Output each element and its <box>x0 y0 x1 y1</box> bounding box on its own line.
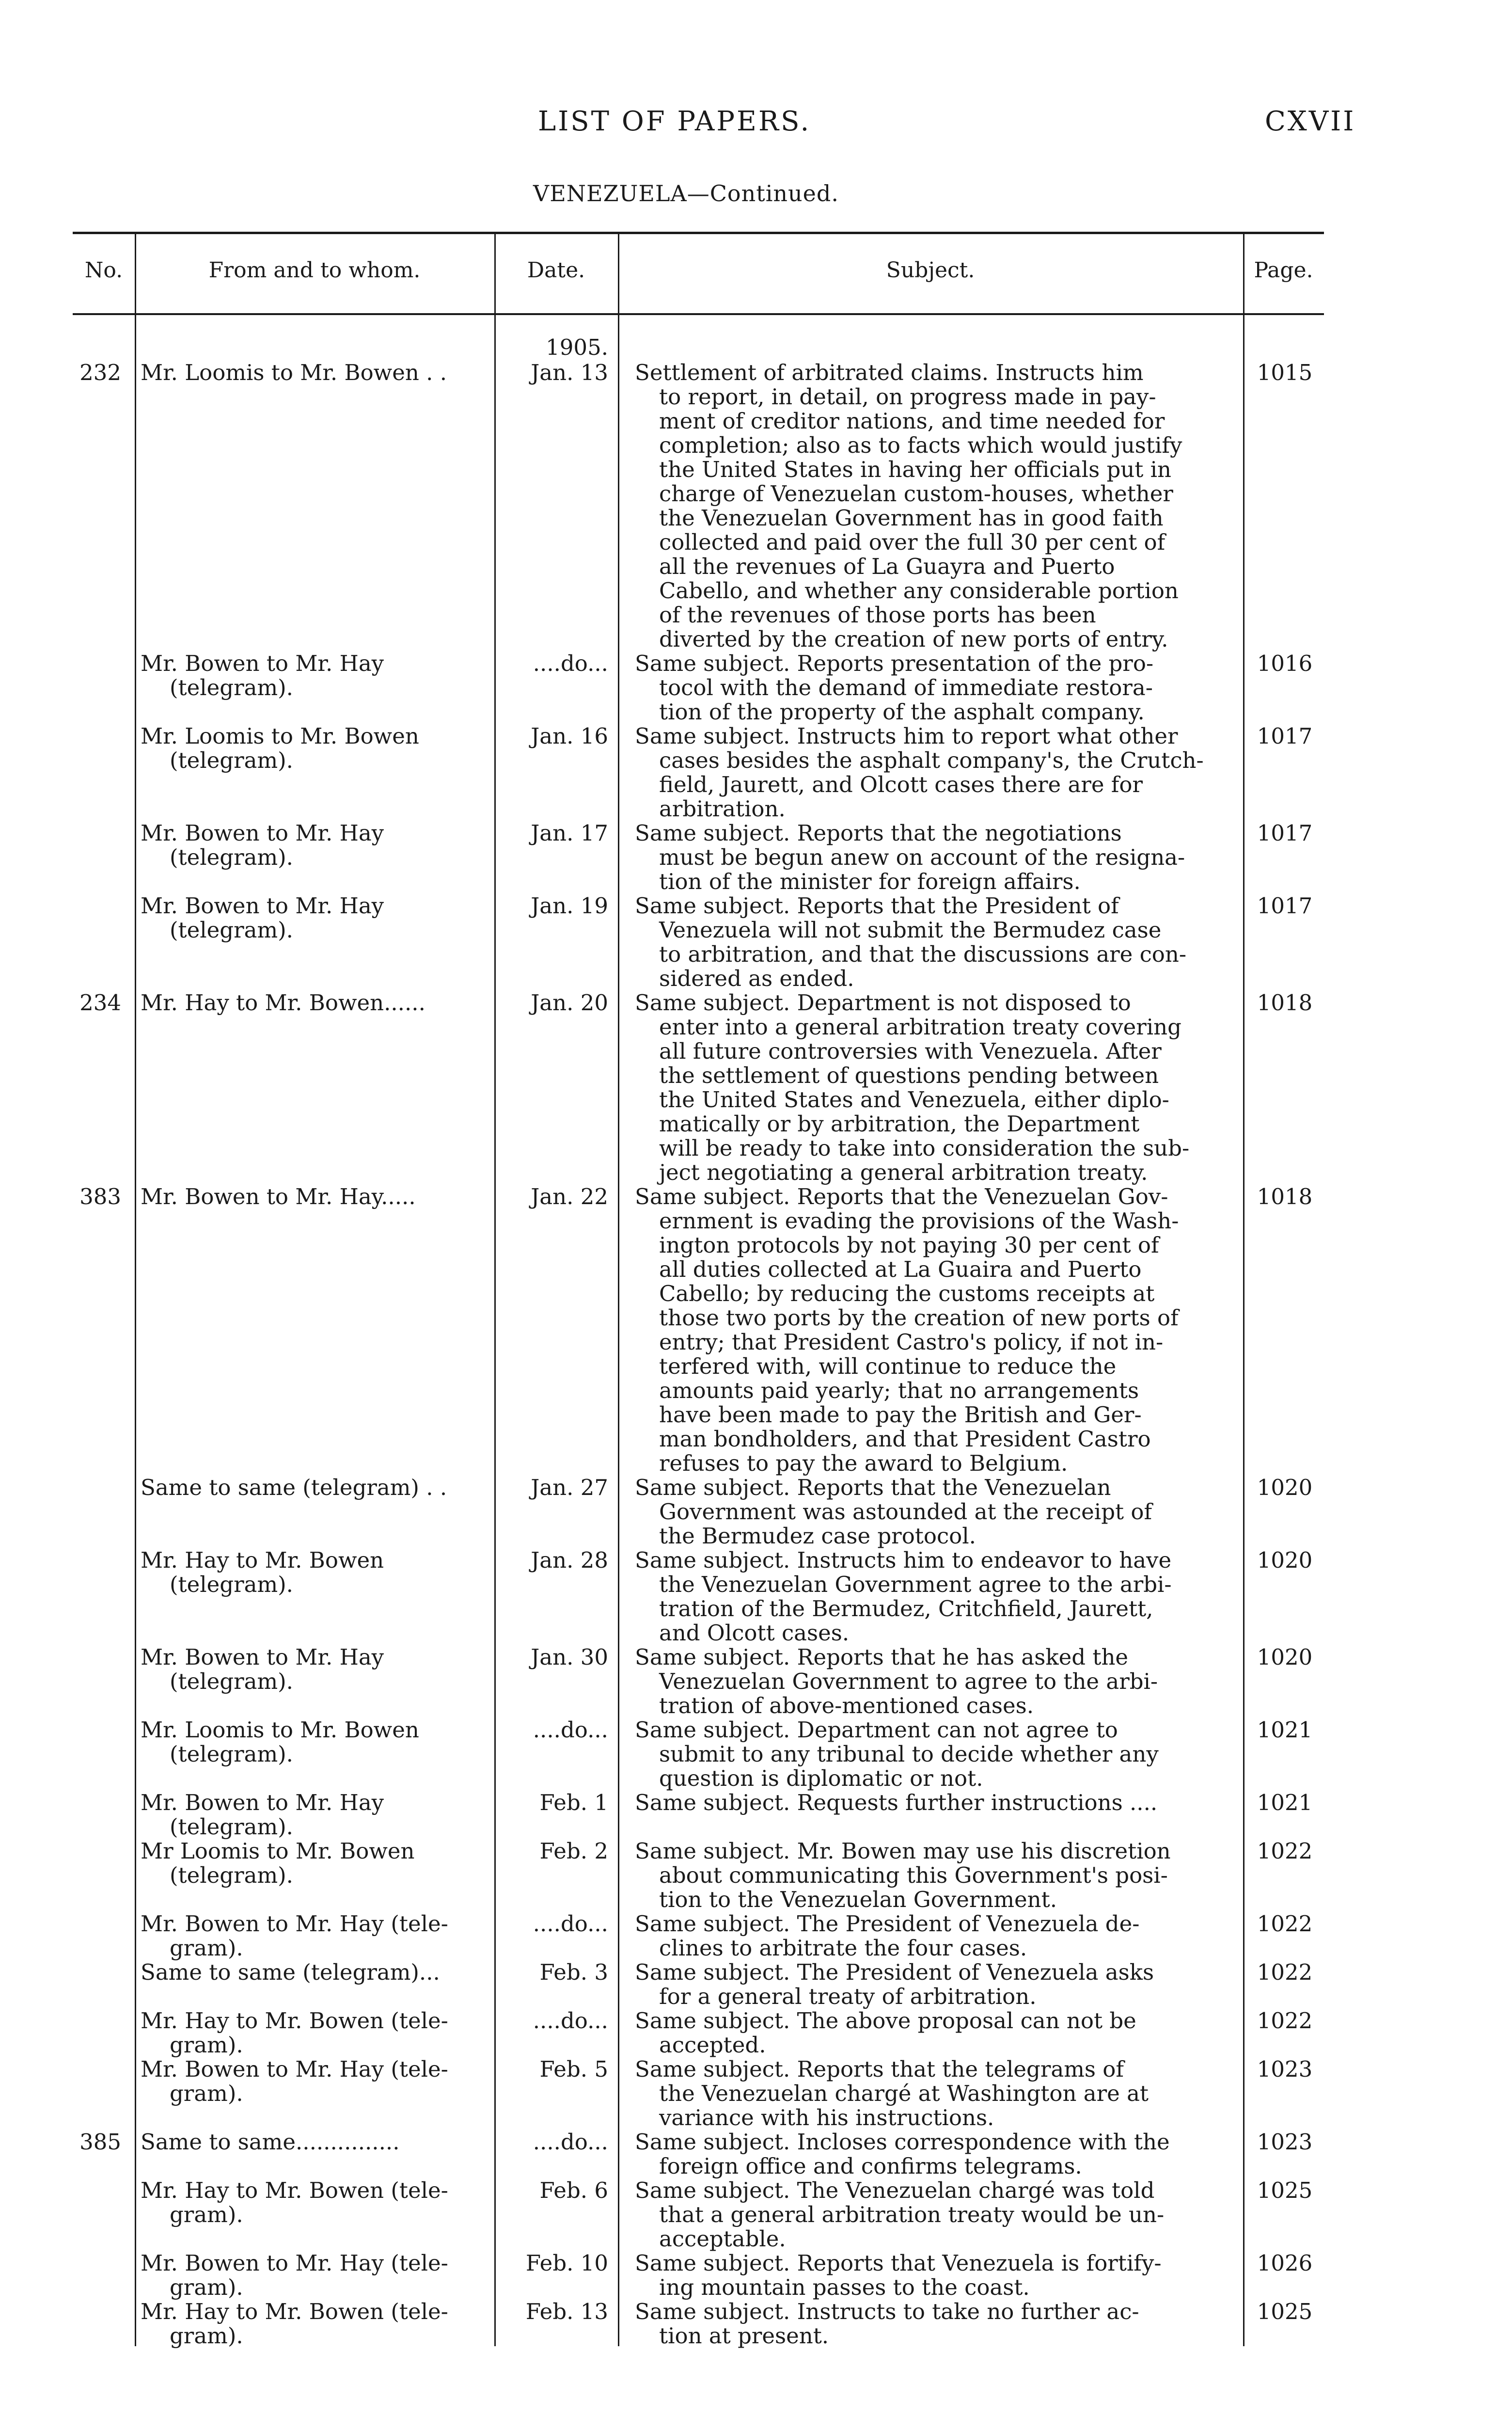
page-number: 1023 <box>1257 2129 1313 2155</box>
from-line: (telegram). <box>170 1669 293 1694</box>
paper-date: Jan. 17 <box>531 820 608 846</box>
paper-subject <box>635 821 1228 894</box>
page-number: 1021 <box>1257 1717 1313 1743</box>
from-to-whom <box>141 1791 489 1839</box>
subject-line: to arbitration, and that the discussions are con- <box>659 941 1187 967</box>
subject-line: Same subject. Reports that the Venezuelan Gov- <box>635 1184 1168 1209</box>
subject-line: ject negotiating a general arbitration treaty. <box>659 1160 1148 1185</box>
subject-line: terfered with, will continue to reduce the <box>659 1353 1117 1379</box>
from-line: Mr. Bowen to Mr. Hay (tele- <box>141 2056 448 2082</box>
from-line: gram). <box>170 2081 243 2106</box>
page-number: 1023 <box>1257 2056 1313 2082</box>
page-number: 1016 <box>1257 651 1313 676</box>
subject-line: the Venezuelan chargé at Washington are at <box>659 2081 1149 2106</box>
paper-date: ....do... <box>533 2129 608 2155</box>
subject-line: Government was astounded at the receipt of <box>659 1499 1152 1525</box>
subject-line: tion of the property of the asphalt company. <box>659 699 1145 725</box>
subject-line: the Bermudez case protocol. <box>659 1523 976 1549</box>
subject-line: submit to any tribunal to decide whether any <box>659 1741 1159 1767</box>
column-header-page: Page. <box>1254 258 1313 283</box>
subject-line: diverted by the creation of new ports of entry. <box>659 626 1168 652</box>
paper-subject <box>635 652 1228 724</box>
column-divider-from <box>494 233 496 2346</box>
subject-line: Cabello; by reducing the customs receipts at <box>659 1281 1155 1306</box>
page-title: LIST OF PAPERS. <box>538 106 811 137</box>
from-to-whom <box>141 821 489 870</box>
paper-subject <box>635 1960 1228 2009</box>
subject-line: tration of above-mentioned cases. <box>659 1693 1034 1718</box>
subject-line: of the revenues of those ports has been <box>659 602 1096 628</box>
subject-line: man bondholders, and that President Castro <box>659 1426 1151 1452</box>
paper-number: 385 <box>79 2129 121 2155</box>
paper-subject <box>635 1791 1228 1815</box>
from-line: gram). <box>170 1935 243 1961</box>
subject-line: sidered as ended. <box>659 966 854 991</box>
page-number: 1022 <box>1257 1838 1313 1864</box>
subject-line: have been made to pay the British and Ger- <box>659 1402 1142 1428</box>
from-line: (telegram). <box>170 1741 293 1767</box>
column-divider-subject <box>1243 233 1244 2346</box>
from-line: (telegram). <box>170 1814 293 1840</box>
subject-line: charge of Venezuelan custom-houses, whether <box>659 481 1173 507</box>
subject-line: must be begun anew on account of the resigna- <box>659 844 1185 870</box>
from-line: Same to same (telegram)... <box>141 1959 440 1985</box>
page-number: 1025 <box>1257 2178 1313 2203</box>
from-to-whom <box>141 1960 489 1985</box>
from-line: Mr. Loomis to Mr. Bowen . . <box>141 360 447 385</box>
subject-line: that a general arbitration treaty would be un- <box>659 2202 1165 2227</box>
from-line: Mr. Bowen to Mr. Hay <box>141 1790 384 1815</box>
page-number: 1022 <box>1257 1911 1313 1937</box>
from-line: Mr. Hay to Mr. Bowen...... <box>141 990 425 1016</box>
subject-line: tocol with the demand of immediate restora- <box>659 675 1153 700</box>
page-number: 1021 <box>1257 1790 1313 1815</box>
subject-line: Same subject. Reports that the telegrams of <box>635 2056 1124 2082</box>
paper-date: Jan. 20 <box>531 990 608 1016</box>
subject-line: variance with his instructions. <box>659 2105 994 2130</box>
subject-line: question is diplomatic or not. <box>659 1765 983 1791</box>
paper-date: Jan. 28 <box>531 1547 608 1573</box>
subject-line: tion at present. <box>659 2323 829 2349</box>
subject-line: Venezuelan Government to agree to the arbi- <box>659 1669 1158 1694</box>
subject-line: field, Jaurett, and Olcott cases there are for <box>659 772 1143 797</box>
paper-date: Feb. 1 <box>539 1790 608 1815</box>
paper-subject <box>635 1185 1228 1476</box>
subject-line: Same subject. Instructs him to report what other <box>635 723 1178 749</box>
subject-line: those two ports by the creation of new ports of <box>659 1305 1179 1331</box>
paper-subject <box>635 1645 1228 1718</box>
from-line: Same to same (telegram) . . <box>141 1475 447 1500</box>
subject-line: the United States and Venezuela, either diplo- <box>659 1087 1169 1113</box>
paper-date: Jan. 19 <box>531 893 608 919</box>
table-header-rule <box>73 313 1324 315</box>
from-line: Mr. Loomis to Mr. Bowen <box>141 1717 419 1743</box>
subject-line: acceptable. <box>659 2226 786 2252</box>
running-head <box>0 106 1512 144</box>
from-to-whom <box>141 1645 489 1694</box>
from-to-whom <box>141 1476 489 1500</box>
paper-subject <box>635 894 1228 991</box>
subject-line: tration of the Bermudez, Critchfield, Jaurett, <box>659 1596 1153 1621</box>
page-number: 1025 <box>1257 2299 1313 2324</box>
subject-line: about communicating this Government's posi- <box>659 1862 1168 1888</box>
subject-line: the Venezuelan Government has in good faith <box>659 505 1164 531</box>
paper-date: Jan. 30 <box>531 1644 608 1670</box>
page-number: 1020 <box>1257 1644 1313 1670</box>
page-number: 1022 <box>1257 2008 1313 2034</box>
from-to-whom <box>141 1718 489 1766</box>
paper-date: ....do... <box>533 651 608 676</box>
page-number: 1017 <box>1257 893 1313 919</box>
column-divider-no <box>135 233 136 2346</box>
from-to-whom <box>141 2130 489 2154</box>
from-to-whom <box>141 2057 489 2106</box>
from-line: (telegram). <box>170 844 293 870</box>
subject-line: Same subject. Incloses correspondence with the <box>635 2129 1170 2155</box>
page-number: 1015 <box>1257 360 1313 385</box>
from-to-whom <box>141 2009 489 2057</box>
page-number: 1018 <box>1257 1184 1313 1209</box>
from-line: (telegram). <box>170 675 293 700</box>
from-line: gram). <box>170 2274 243 2300</box>
from-line: Mr. Bowen to Mr. Hay <box>141 893 384 919</box>
paper-date: Feb. 10 <box>525 2250 608 2276</box>
subject-line: tion of the minister for foreign affairs. <box>659 869 1081 894</box>
subject-line: Same subject. The above proposal can not be <box>635 2008 1136 2034</box>
subject-line: Same subject. Reports that the negotiations <box>635 820 1122 846</box>
subject-line: refuses to pay the award to Belgium. <box>659 1450 1068 1476</box>
page-number: 1020 <box>1257 1475 1313 1500</box>
paper-subject <box>635 2251 1228 2300</box>
paper-date: ....do... <box>533 1911 608 1937</box>
paper-date: Feb. 5 <box>539 2056 608 2082</box>
paper-date: Jan. 16 <box>531 723 608 749</box>
subject-line: Same subject. Department can not agree to <box>635 1717 1118 1743</box>
paper-subject <box>635 2178 1228 2251</box>
subject-line: Same subject. The President of Venezuela de- <box>635 1911 1140 1937</box>
from-line: Mr Loomis to Mr. Bowen <box>141 1838 415 1864</box>
subject-line: Same subject. Reports that he has asked the <box>635 1644 1129 1670</box>
paper-subject <box>635 1476 1228 1548</box>
paper-subject <box>635 2009 1228 2057</box>
subject-line: Same subject. Instructs to take no further ac- <box>635 2299 1139 2324</box>
from-line: (telegram). <box>170 747 293 773</box>
subject-line: arbitration. <box>659 796 786 822</box>
subject-line: Same subject. Instructs him to endeavor to have <box>635 1547 1172 1573</box>
from-to-whom <box>141 724 489 773</box>
page-number: 1018 <box>1257 990 1313 1016</box>
from-line: gram). <box>170 2032 243 2058</box>
from-line: Mr. Hay to Mr. Bowen (tele- <box>141 2178 448 2203</box>
paper-date: Jan. 13 <box>531 360 608 385</box>
subject-line: foreign office and confirms telegrams. <box>659 2153 1082 2179</box>
paper-subject <box>635 1912 1228 1960</box>
from-line: gram). <box>170 2323 243 2349</box>
paper-subject <box>635 1839 1228 1912</box>
subject-line: all duties collected at La Guaira and Puerto <box>659 1256 1142 1282</box>
paper-date: Feb. 6 <box>539 2178 608 2203</box>
from-to-whom <box>141 2300 489 2348</box>
subject-line: for a general treaty of arbitration. <box>659 1984 1037 2009</box>
from-line: (telegram). <box>170 1572 293 1597</box>
subject-line: Cabello, and whether any considerable portion <box>659 578 1179 604</box>
column-header-date: Date. <box>527 258 585 283</box>
column-header-from: From and to whom. <box>208 258 421 283</box>
subject-line: entry; that President Castro's policy, if not in- <box>659 1329 1164 1355</box>
paper-date: Feb. 3 <box>539 1959 608 1985</box>
subject-line: and Olcott cases. <box>659 1620 850 1646</box>
from-line: gram). <box>170 2202 243 2227</box>
from-to-whom <box>141 361 489 385</box>
paper-subject <box>635 1718 1228 1791</box>
subject-line: the Venezuelan Government agree to the arbi- <box>659 1572 1172 1597</box>
subject-line: Same subject. The Venezuelan chargé was told <box>635 2178 1155 2203</box>
from-to-whom <box>141 894 489 942</box>
subject-line: all the revenues of La Guayra and Puerto <box>659 554 1115 579</box>
subject-line: Same subject. Reports that the President of <box>635 893 1119 919</box>
paper-date: ....do... <box>533 1717 608 1743</box>
from-line: Mr. Bowen to Mr. Hay <box>141 1644 384 1670</box>
paper-subject <box>635 2130 1228 2178</box>
page-number: 1017 <box>1257 820 1313 846</box>
subject-line: tion to the Venezuelan Government. <box>659 1887 1057 1912</box>
year-label: 1905. <box>546 334 608 360</box>
from-line: Mr. Hay to Mr. Bowen (tele- <box>141 2008 448 2034</box>
from-line: (telegram). <box>170 1862 293 1888</box>
column-divider-date <box>618 233 619 2346</box>
folio-number: CXVII <box>1265 106 1356 137</box>
subject-line: accepted. <box>659 2032 766 2058</box>
paper-number: 383 <box>79 1184 121 1209</box>
subject-line: Same subject. Reports that Venezuela is fortify- <box>635 2250 1162 2276</box>
subject-line: completion; also as to facts which would justify <box>659 432 1182 458</box>
paper-date: Feb. 13 <box>525 2299 608 2324</box>
column-header-no: No. <box>84 258 123 283</box>
subject-line: ernment is evading the provisions of the Wash- <box>659 1208 1179 1234</box>
from-line: (telegram). <box>170 917 293 943</box>
from-to-whom <box>141 2178 489 2227</box>
from-line: Mr. Bowen to Mr. Hay <box>141 651 384 676</box>
table-top-rule <box>73 232 1324 234</box>
paper-subject <box>635 2300 1228 2348</box>
paper-date: Feb. 2 <box>539 1838 608 1864</box>
paper-subject <box>635 2057 1228 2130</box>
subject-line: ing mountain passes to the coast. <box>659 2274 1030 2300</box>
from-line: Mr. Bowen to Mr. Hay (tele- <box>141 2250 448 2276</box>
subject-line: the settlement of questions pending between <box>659 1063 1159 1088</box>
subject-line: all future controversies with Venezuela. After <box>659 1038 1162 1064</box>
subject-line: Same subject. Department is not disposed to <box>635 990 1131 1016</box>
from-line: Mr. Bowen to Mr. Hay (tele- <box>141 1911 448 1937</box>
paper-subject <box>635 361 1228 652</box>
subject-line: Same subject. The President of Venezuela asks <box>635 1959 1154 1985</box>
page-number: 1026 <box>1257 2250 1313 2276</box>
page-number: 1022 <box>1257 1959 1313 1985</box>
subject-line: Same subject. Reports that the Venezuelan <box>635 1475 1111 1500</box>
subject-line: the United States in having her officials put in <box>659 457 1172 482</box>
paper-subject <box>635 724 1228 821</box>
subject-line: matically or by arbitration, the Department <box>659 1111 1140 1137</box>
from-to-whom <box>141 1185 489 1209</box>
paper-number: 232 <box>79 360 121 385</box>
from-line: Mr. Loomis to Mr. Bowen <box>141 723 419 749</box>
paper-subject <box>635 991 1228 1185</box>
subject-line: clines to arbitrate the four cases. <box>659 1935 1027 1961</box>
page-number: 1020 <box>1257 1547 1313 1573</box>
subject-line: to report, in detail, on progress made in pay- <box>659 384 1156 410</box>
subject-line: Venezuela will not submit the Bermudez case <box>659 917 1162 943</box>
from-to-whom <box>141 1839 489 1888</box>
subject-line: Settlement of arbitrated claims. Instructs him <box>635 360 1144 385</box>
subject-line: ment of creditor nations, and time needed for <box>659 408 1165 434</box>
paper-date: Jan. 22 <box>531 1184 608 1209</box>
subject-line: ington protocols by not paying 30 per cent of <box>659 1232 1159 1258</box>
from-line: Mr. Hay to Mr. Bowen (tele- <box>141 2299 448 2324</box>
from-to-whom <box>141 1912 489 1960</box>
column-header-subject: Subject. <box>886 258 975 283</box>
subject-line: Same subject. Reports presentation of the pro- <box>635 651 1154 676</box>
subject-line: Same subject. Requests further instructions .... <box>635 1790 1158 1815</box>
page-number: 1017 <box>1257 723 1313 749</box>
paper-date: Jan. 27 <box>531 1475 608 1500</box>
subject-line: collected and paid over the full 30 per cent of <box>659 529 1166 555</box>
from-to-whom <box>141 652 489 700</box>
from-line: Mr. Bowen to Mr. Hay <box>141 820 384 846</box>
subject-line: enter into a general arbitration treaty covering <box>659 1014 1181 1040</box>
paper-date: ....do... <box>533 2008 608 2034</box>
section-heading: VENEZUELA—Continued. <box>533 180 839 207</box>
from-line: Mr. Bowen to Mr. Hay..... <box>141 1184 416 1209</box>
from-to-whom <box>141 991 489 1015</box>
from-to-whom <box>141 1548 489 1597</box>
subject-line: Same subject. Mr. Bowen may use his discretion <box>635 1838 1171 1864</box>
from-to-whom <box>141 2251 489 2300</box>
subject-line: will be ready to take into consideration the sub- <box>659 1135 1190 1161</box>
subject-line: cases besides the asphalt company's, the Crutch- <box>659 747 1204 773</box>
from-line: Same to same............... <box>141 2129 400 2155</box>
paper-number: 234 <box>79 990 121 1016</box>
paper-subject <box>635 1548 1228 1645</box>
from-line: Mr. Hay to Mr. Bowen <box>141 1547 384 1573</box>
subject-line: amounts paid yearly; that no arrangements <box>659 1378 1139 1403</box>
